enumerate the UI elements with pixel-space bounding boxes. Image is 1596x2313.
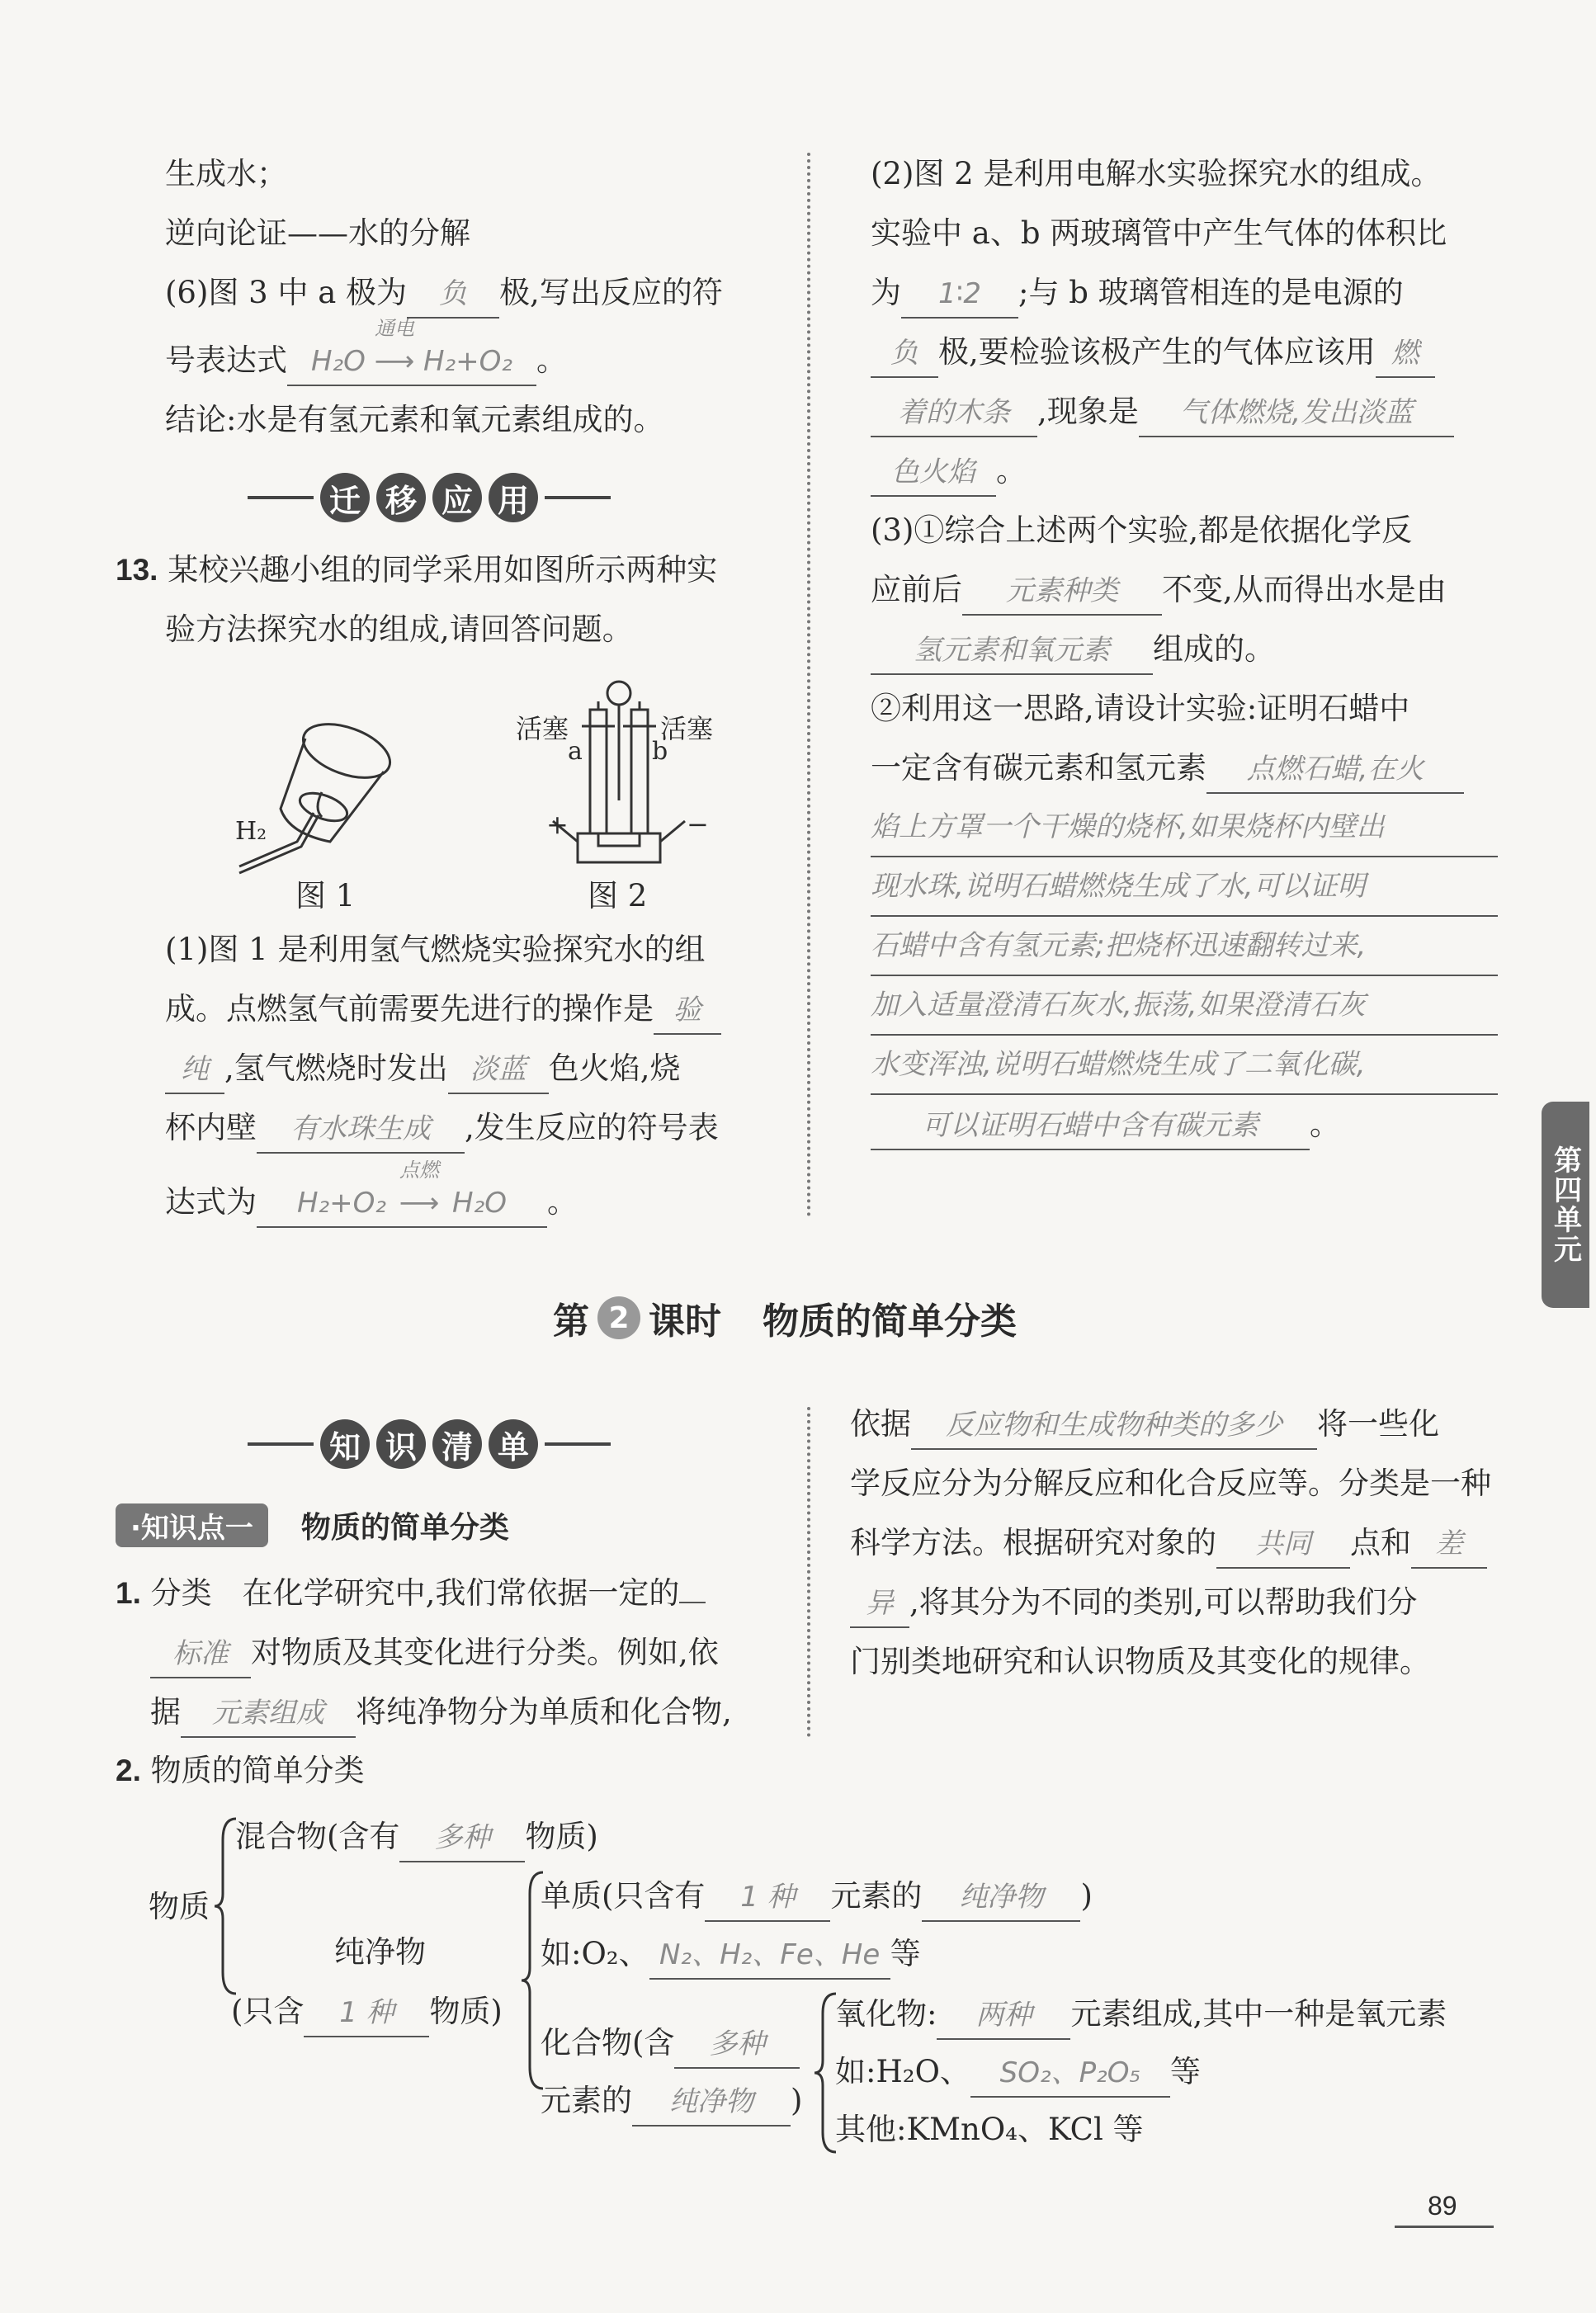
answer-blank: 气体燃烧,发出淡蓝 xyxy=(1139,389,1454,437)
answer-blank: 1 种 xyxy=(304,1990,429,2037)
answer-blank: 淡蓝 xyxy=(448,1046,549,1094)
text: 分类 在化学研究中,我们常依据一定的 xyxy=(150,1575,680,1611)
lesson-suffix: 课时 xyxy=(649,1300,721,1343)
question-number: 13. xyxy=(116,553,158,587)
text: 等 xyxy=(890,1936,921,1971)
answer-blank: 1 种 xyxy=(705,1874,830,1922)
item-number: 1. xyxy=(116,1576,141,1610)
answer-line: 水变浑浊,说明石蜡燃烧生成了二氧化碳, xyxy=(871,1036,1498,1095)
reaction-condition: 通电 xyxy=(374,317,414,340)
text: 一定含有碳元素和氢元素 xyxy=(871,750,1206,786)
heading-char: 迁 xyxy=(320,473,370,522)
text: (6)图 3 中 a 极为 xyxy=(165,275,408,310)
tube-b-label: b xyxy=(652,737,668,766)
answer-blank: 可以证明石蜡中含有碳元素 xyxy=(871,1102,1310,1150)
text: 杯内壁 xyxy=(165,1110,257,1145)
answer-line: 加入适量澄清石灰水,振荡,如果澄清石灰 xyxy=(871,976,1498,1036)
text: 极,要检验该极产生的气体应该用 xyxy=(938,334,1376,370)
answer-blank: 多种 xyxy=(399,1815,525,1862)
text: 组成的。 xyxy=(1153,631,1275,667)
text: 元素的 xyxy=(830,1878,923,1914)
text: ,将其分为不同的类别,可以帮助我们分 xyxy=(909,1584,1418,1620)
answer-blank: 共同 xyxy=(1216,1521,1350,1569)
answer-blank: 负 xyxy=(407,271,499,319)
text: 。 xyxy=(536,342,567,378)
knowledge-point-tag: ·知识点一 xyxy=(116,1503,268,1547)
answer-blank: 差 xyxy=(1411,1521,1487,1569)
text: 混合物(含有 xyxy=(235,1819,400,1854)
answer-blank: 着的木条 xyxy=(871,389,1037,437)
text: 不变,从而得出水是由 xyxy=(1162,572,1447,607)
text-line: 学反应分为分解反应和化合反应等。分类是一种 xyxy=(850,1466,1491,1501)
answer-line: 石蜡中含有氢元素;把烧杯迅速翻转过来, xyxy=(871,917,1498,976)
pure-substance-note xyxy=(231,1982,503,2042)
text: 据 xyxy=(150,1694,181,1730)
answer-blank: 负 xyxy=(871,330,938,378)
heading-char: 单 xyxy=(489,1419,538,1469)
text-line: (3)①综合上述两个实验,都是依据化学反 xyxy=(871,512,1413,548)
text: ) xyxy=(791,2083,803,2118)
text: 物质) xyxy=(525,1819,598,1854)
text: 极,写出反应的符 xyxy=(499,275,723,310)
oxide-node xyxy=(835,1985,1447,2044)
element-node xyxy=(541,1867,1093,1926)
text: 成。点燃氢气前需要先进行的操作是 xyxy=(165,991,654,1027)
text: 元素的 xyxy=(541,2083,632,2118)
brace-level-1 xyxy=(213,1815,238,1997)
figure-2-caption: 图 2 xyxy=(588,878,648,913)
lesson-name: 物质的简单分类 xyxy=(763,1300,1017,1343)
text: 单质(只含有 xyxy=(541,1878,706,1914)
other-compounds: 其他:KMnO₄、KCl 等 xyxy=(835,2112,1144,2147)
answer-blank: N₂、H₂、Fe、He xyxy=(649,1932,890,1980)
page-number-rule xyxy=(1395,2226,1494,2228)
heading-char: 清 xyxy=(432,1419,482,1469)
answer-blank: 异 xyxy=(850,1580,909,1628)
compound-node xyxy=(541,2013,800,2073)
answer-blank: 验 xyxy=(654,987,721,1035)
text-line: (1)图 1 是利用氢气燃烧实验探究水的组 xyxy=(165,932,706,967)
knowledge-point-title: 物质的简单分类 xyxy=(300,1511,509,1545)
text: 为 xyxy=(871,275,901,310)
text: 元素组成,其中一种是氧元素 xyxy=(1070,1996,1447,2032)
text: 化合物(含 xyxy=(541,2025,675,2060)
text: ;与 b 玻璃管相连的是电源的 xyxy=(1018,275,1404,310)
answer-blank: 1∶2 xyxy=(901,271,1018,319)
answer-blank: 点燃石蜡,在火 xyxy=(1206,746,1464,794)
lesson-number: 2 xyxy=(597,1296,640,1339)
pure-substance-node: 纯净物 xyxy=(334,1934,426,1970)
text: 达式为 xyxy=(165,1184,257,1220)
answer-blank: SO₂、P₂O₅ xyxy=(970,2050,1170,2098)
text: 应前后 xyxy=(871,572,962,607)
brace-level-3 xyxy=(813,1990,838,2155)
reaction-condition: 点燃 xyxy=(399,1159,440,1182)
text: 号表达式 xyxy=(165,342,287,378)
text: ,现象是 xyxy=(1037,394,1139,429)
heading-char: 移 xyxy=(376,473,426,522)
page-number: 89 xyxy=(1428,2191,1457,2221)
conclusion: 结论:水是有氢元素和氧元素组成的。 xyxy=(165,402,664,437)
text: 。 xyxy=(547,1184,578,1220)
answer-blank: 色火焰 xyxy=(871,449,996,497)
text-line: 验方法探究水的组成,请回答问题。 xyxy=(165,611,633,647)
answer-blank: 纯 xyxy=(165,1046,224,1094)
text: 色火焰,烧 xyxy=(548,1050,681,1086)
answer-blank: 纯净物 xyxy=(922,1874,1080,1922)
text: 。 xyxy=(996,453,1027,489)
mixture-node xyxy=(235,1807,598,1867)
equation-right: H₂O xyxy=(452,1187,508,1220)
text: 点和 xyxy=(1350,1525,1411,1560)
answer-line: 现水珠,说明石蜡燃烧生成了水,可以证明 xyxy=(871,857,1498,917)
text: 依据 xyxy=(850,1406,911,1442)
element-examples xyxy=(541,1924,921,1984)
equation-left: H₂+O₂ xyxy=(296,1187,387,1220)
arrow: 通电 ⟶ xyxy=(366,338,423,385)
text: 某校兴趣小组的同学采用如图所示两种实 xyxy=(168,552,718,588)
text-line: 逆向论证——水的分解 xyxy=(165,215,470,251)
text-line: 生成水； xyxy=(165,156,287,191)
answer-blank: 纯净物 xyxy=(632,2079,791,2127)
compound-node-cont xyxy=(541,2071,802,2131)
oxide-examples xyxy=(835,2042,1201,2102)
text: 等 xyxy=(1169,2054,1201,2089)
tube-a-label: a xyxy=(568,737,583,766)
text: 。 xyxy=(1310,1107,1340,1142)
answer-blank: 燃 xyxy=(1376,330,1435,378)
tree-root: 物质 xyxy=(149,1889,210,1924)
text: 如:O₂、 xyxy=(541,1936,649,1971)
unit-side-tab: 第四单元 xyxy=(1542,1102,1589,1308)
text: ,发生反应的符号表 xyxy=(465,1110,719,1145)
answer-blank: 元素种类 xyxy=(962,568,1162,616)
negative-terminal: − xyxy=(687,809,709,840)
lesson-prefix: 第 xyxy=(553,1300,589,1343)
text: 氧化物: xyxy=(835,1996,937,2032)
answer-blank: 多种 xyxy=(674,2021,800,2069)
figure-1-caption: 图 1 xyxy=(295,878,356,913)
answer-blank: 氢元素和氧元素 xyxy=(871,627,1153,675)
text-line: ②利用这一思路,请设计实验:证明石蜡中 xyxy=(871,691,1410,726)
positive-terminal: + xyxy=(546,809,569,840)
text-line: 实验中 a、b 两玻璃管中产生气体的体积比 xyxy=(871,215,1447,251)
text: 物质的简单分类 xyxy=(150,1753,365,1788)
equation-left: H₂O xyxy=(310,345,366,378)
text: (只含 xyxy=(231,1994,305,2029)
text-line: 门别类地研究和认识物质及其变化的规律。 xyxy=(850,1644,1430,1679)
text: 对物质及其变化进行分类。例如,依 xyxy=(251,1635,719,1670)
text: ) xyxy=(1080,1878,1093,1914)
text: 将纯净物分为单质和化合物, xyxy=(356,1694,732,1730)
text-line: (2)图 2 是利用电解水实验探究水的组成。 xyxy=(871,156,1442,191)
answer-blank: 反应物和生成物种类的多少 xyxy=(911,1402,1317,1450)
left-valve-label: 活塞 xyxy=(516,713,569,744)
item-number: 2. xyxy=(116,1754,141,1787)
answer-blank: 元素组成 xyxy=(181,1690,356,1738)
text: 科学方法。根据研究对象的 xyxy=(850,1525,1216,1560)
heading-char: 知 xyxy=(320,1419,370,1469)
text: ,氢气燃烧时发出 xyxy=(224,1050,448,1086)
equation-right: H₂+O₂ xyxy=(423,345,513,378)
text: 将一些化 xyxy=(1317,1406,1439,1442)
answer-blank: 两种 xyxy=(937,1992,1070,2040)
heading-char: 应 xyxy=(432,473,482,522)
text: 物质) xyxy=(429,1994,503,2029)
answer-blank: 有水珠生成 xyxy=(257,1106,465,1154)
answer-blank: 标准 xyxy=(150,1631,251,1678)
right-valve-label: 活塞 xyxy=(660,713,714,744)
answer-line: 焰上方罩一个干燥的烧杯,如果烧杯内壁出 xyxy=(871,798,1498,857)
h2-label: H₂ xyxy=(235,817,267,846)
heading-char: 识 xyxy=(376,1419,426,1469)
arrow: 点燃 ⟶ xyxy=(386,1180,452,1226)
heading-char: 用 xyxy=(489,473,538,522)
text: 如:H₂O、 xyxy=(835,2054,970,2089)
